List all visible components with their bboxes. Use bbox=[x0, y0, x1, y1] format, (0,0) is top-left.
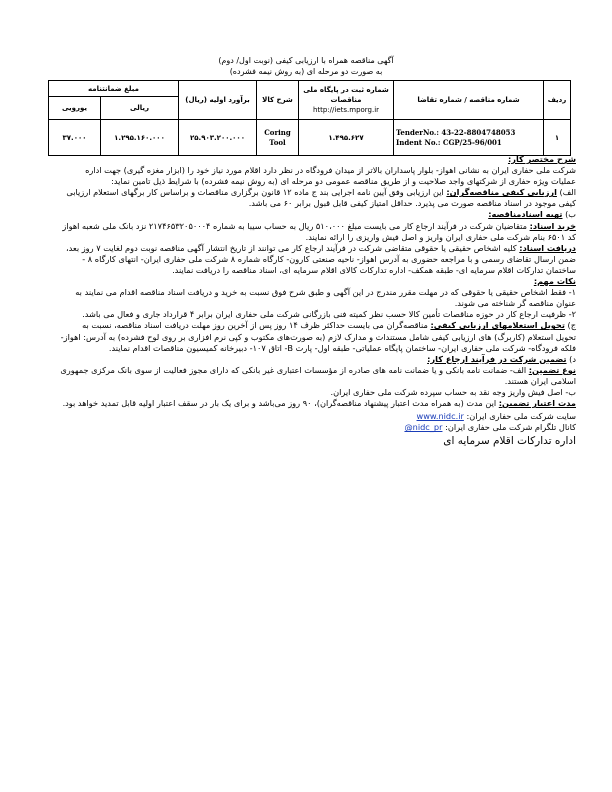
cell-item-description bbox=[257, 120, 299, 156]
registration-site: http://iets.mporg.ir bbox=[312, 106, 380, 114]
header-guarantee-euro: یورویی bbox=[49, 97, 101, 120]
guarantee-validity-title: مدت اعتبار تضمین: bbox=[498, 398, 576, 409]
guarantee-type-a: الف- ضمانت نامه بانکی و یا ضمانت نامه های صادره از مؤسسات اعتباری غیر بانکی که دارای مجوز فعالیت از سوی بانک مرکزی جمهوری اسلامی ایران هستند. bbox=[60, 364, 576, 386]
section-d bbox=[60, 354, 576, 365]
section-b bbox=[60, 209, 576, 220]
section-a-label: الف) bbox=[559, 187, 576, 198]
header-registration-label: شماره ثبت در پایگاه ملی مناقصات bbox=[303, 86, 389, 104]
receive-documents-text: کلیه اشخاص حقیقی یا حقوقی متقاضی شرکت در فرآیند ارجاع کار می توانند از تاریخ انتشار آگهی مناقصه نوبت دوم لغایت ۷ روز بعد، ضمن ارسال تقاضای رسمی و با مراجعه حضوری به آدرس اهواز- ناحیه صنعتی کارون- کارگاه شماره ۸ شرکت ملی حفاری ایران- انتهای کارگاه ۸ - ساختمان تدارکات اقلام سرمایه ای- طبقه همکف- اداره تدارکات کالای اقلام سرمایه ای، اسناد مناقصه را دریافت نمایند. bbox=[65, 242, 576, 275]
section-a bbox=[60, 187, 576, 209]
section-c-text: مناقصه‌گران می بایست حداکثر ظرف ۱۴ روز پس از آخرین روز مهلت دریافت اسناد مناقصه، نسبت به تحویل استعلام (کاربرگ) های ارزیابی کیفی شامل مستندات و مدارک لازم (به صورت‌های مکتوب و کپی نرم افزاری بر روی لوح فشرده) به آدرس: اهواز- فلکه فرودگاه- شرکت ملی حفاری ایران- ساختمان پایگاه عملیاتی- طبقه اول- پارت B- اتاق ۱۰۷- دبیرخانه کمیسیون مناقصات اقدام نمایند. bbox=[60, 320, 576, 353]
guarantee-validity bbox=[60, 398, 576, 409]
telegram-line bbox=[60, 422, 576, 433]
cell-guarantee-rial: ۱.۲۹۵.۱۶۰.۰۰۰ bbox=[101, 120, 179, 156]
section-d-label: د) bbox=[569, 353, 576, 364]
header-guarantee-rial: ریالی bbox=[101, 97, 179, 120]
item-line-1: Coring bbox=[264, 127, 291, 137]
website-link[interactable]: www.nidc.ir bbox=[416, 411, 464, 422]
header-row-number: ردیف bbox=[544, 81, 571, 120]
section-b-label: ب) bbox=[565, 209, 576, 220]
website-label: سایت شرکت ملی حفاری ایران: bbox=[466, 411, 576, 422]
summary-title: شرح مختصر کار: bbox=[507, 154, 576, 164]
receive-documents bbox=[60, 243, 576, 276]
header-registration-number bbox=[299, 81, 394, 120]
receive-documents-title: دریافت اسناد: bbox=[519, 242, 576, 253]
section-c-title: تحویل استعلامهای ارزیابی کیفی: bbox=[430, 320, 565, 331]
guarantee-type-b: ب- اصل فیش واریز وجه نقد به حساب سپرده شرکت ملی حفاری ایران. bbox=[330, 386, 576, 397]
notice-subtitle: به صورت دو مرحله ای (به روش نیمه فشرده) bbox=[229, 67, 383, 76]
cell-tender-number bbox=[394, 120, 544, 156]
header-guarantee-amount: مبلغ ضمانتنامه bbox=[49, 81, 179, 97]
header-item-description: شرح کالا bbox=[257, 81, 299, 120]
notes-title: نکات مهم: bbox=[533, 276, 576, 287]
section-c-label: ج) bbox=[567, 320, 576, 331]
guarantee-type-title: نوع تضمین: bbox=[528, 364, 576, 375]
notice-body bbox=[60, 154, 576, 450]
notice-title: آگهی مناقصه همراه با ارزیابی کیفی (نوبت اول/ دوم) bbox=[218, 56, 394, 65]
header-tender-number: شماره مناقصه / شماره تقاضا bbox=[394, 81, 544, 120]
tender-number: TenderNo.: 43-22-8804748053 bbox=[396, 127, 516, 137]
note-2: ۲- ظرفیت ارجاع کار در حوزه مناقصات تأمین کالا حسب نظر کمیته فنی بازرگانی شرکت ملی حفاری ایران برابر ۴ قرارداد جاری و فعال می باشد. bbox=[82, 309, 576, 320]
tender-table bbox=[48, 80, 571, 156]
section-a-title: ارزیابی کیفی مناقصه‌گران: bbox=[446, 187, 557, 198]
guarantee-validity-text: این مدت (به همراه مدت اعتبار پیشنهاد مناقصه‌گران)، ۹۰ روز می‌باشد و برای یک بار در سقف اعتبار اولیه قابل تمدید خواهد بود. bbox=[62, 398, 497, 409]
telegram-link[interactable]: @nidc_pr bbox=[404, 422, 443, 433]
item-line-2: Tool bbox=[269, 137, 286, 147]
buy-documents-text: متقاضیان شرکت در فرآیند ارجاع کار می بایست مبلغ ۵۱۰،۰۰۰ ریال به حساب سیبا به شماره ۲۱۷۴۶۵۳۲۰۵۰۰۰۴ نزد بانک ملی شعبه اهواز کد ۶۵۰۱ بنام شرکت ملی حفاری ایران واریز و اصل فیش واریزی را ارائه نمایند. bbox=[62, 220, 576, 242]
section-a-text: این ارزیابی وفق آیین نامه اجرایی بند ج ماده ۱۲ قانون برگزاری مناقصات و براساس کار برگهای استعلام ارزیابی کیفی موجود در اسناد مناقصه صورت می پذیرد. حداقل امتیاز کیفی قابل قبول برابر ۶۰ می باشد. bbox=[66, 187, 576, 209]
indent-number: Indent No.: CGP/25-96/001 bbox=[396, 137, 502, 147]
section-b-title: تهیه اسنادمناقصه: bbox=[488, 209, 563, 220]
buy-documents bbox=[60, 221, 576, 243]
cell-registration-number: ۱.۴۹۵.۶۲۷ bbox=[299, 120, 394, 156]
cell-initial-estimate: ۲۵.۹۰۳.۲۰۰.۰۰۰ bbox=[179, 120, 257, 156]
summary-text: شرکت ملی حفاری ایران به نشانی اهواز- بلوار پاسداران بالاتر از میدان فرودگاه در نظر دارد اقلام مورد نیاز خود را (ابزار مغزه گیری) جهت اداره عملیات ویژه حفاری از شرکتهای واجد صلاحیت و از طریق مناقصه عمومی دو مرحله ای (به روش نیمه فشرده) با شرایط ذیل تامین نماید: bbox=[85, 165, 576, 187]
cell-row-number: ۱ bbox=[544, 120, 571, 156]
buy-documents-title: خرید اسناد: bbox=[529, 220, 576, 231]
signature: اداره تدارکات اقلام سرمایه ای bbox=[443, 435, 576, 448]
website-line bbox=[60, 411, 576, 422]
telegram-label: کانال تلگرام شرکت ملی حفاری ایران: bbox=[445, 422, 576, 433]
header-initial-estimate: برآورد اولیه (ریال) bbox=[179, 81, 257, 120]
section-c bbox=[60, 320, 576, 353]
section-d-title: تضمین شرکت در فرآیند ارجاع کار: bbox=[427, 353, 567, 364]
note-1: ۱- فقط اشخاص حقیقی یا حقوقی که در مهلت مقرر مندرج در این آگهی و طبق شرح فوق نسبت به خرید و دریافت اسناد مناقصه اقدام می نمایند به عنوان مناقصه گر شناخته می شوند. bbox=[75, 287, 576, 309]
guarantee-type bbox=[60, 365, 576, 387]
cell-guarantee-euro: ۳۷.۰۰۰ bbox=[49, 120, 101, 156]
